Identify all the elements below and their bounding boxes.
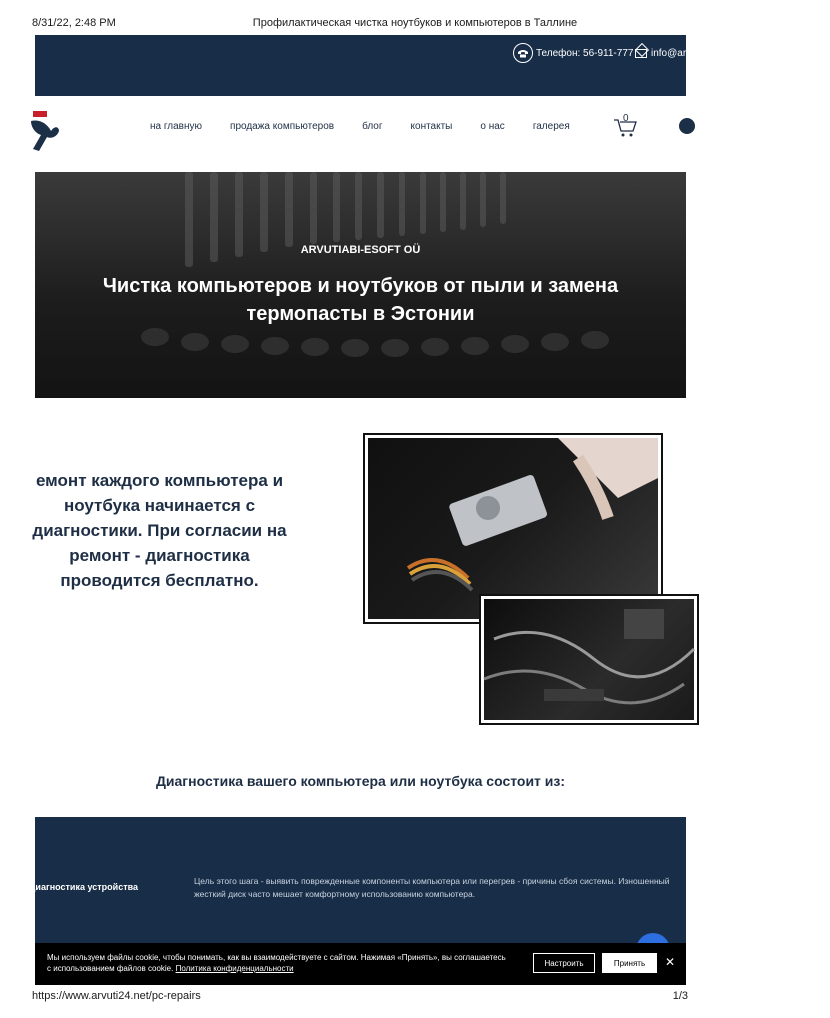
cookie-banner [35, 943, 686, 985]
hero-company-name: ARVUTIABI-ESOFT OÜ [300, 244, 421, 256]
phone-icon [513, 43, 533, 63]
main-navbar [35, 96, 686, 172]
email-label: info@arv [651, 48, 692, 59]
print-footer [0, 988, 720, 1008]
nav-item-computer-sales[interactable]: продажа компьютеров [230, 121, 335, 132]
cookie-accept-button[interactable]: Принять [602, 953, 657, 973]
diagnostics-heading: Диагностика вашего компьютера или ноутбука состоит из: [155, 773, 566, 789]
privacy-policy-link[interactable]: Политика конфиденциальности [175, 964, 294, 973]
nav-item-contacts[interactable]: контакты [410, 121, 453, 132]
nav-menu [150, 121, 598, 132]
nav-item-home[interactable]: на главную [150, 121, 203, 132]
mail-icon [635, 49, 647, 58]
cookie-settings-button[interactable]: Настроить [533, 953, 595, 973]
email-contact[interactable] [635, 48, 691, 59]
nav-item-gallery[interactable]: галерея [532, 121, 570, 132]
print-page-number: 1/3 [672, 990, 688, 1002]
cart-button[interactable] [613, 114, 639, 140]
nav-item-blog[interactable]: блог [362, 121, 383, 132]
phone-label: Телефон: 56-911-777 [536, 47, 634, 59]
phone-contact[interactable] [513, 43, 633, 63]
cart-count: 0 [623, 113, 629, 124]
intro-text: емонт каждого компьютера и ноутбука начинается с диагностики. При согласии на ремонт - диагностика проводится бесплатно. [32, 471, 287, 590]
photo-motherboard [479, 594, 699, 725]
print-datetime: 8/31/22, 2:48 PM [32, 17, 116, 29]
cookie-message: Мы используем файлы cookie, чтобы понимать, как вы взаимодействуете с сайтом. Нажимая «Принять», вы соглашаетесь с использованием файлов cookie. [47, 953, 506, 973]
nav-item-about[interactable]: о нас [480, 121, 505, 132]
site-logo[interactable] [29, 101, 61, 157]
web-page [29, 35, 692, 985]
print-url: https://www.arvuti24.net/pc-repairs [32, 990, 201, 1002]
account-avatar[interactable] [679, 118, 695, 134]
hero-title: Чистка компьютеров и ноутбуков от пыли и замена термопасты в Эстонии [102, 275, 619, 325]
cookie-text-block [47, 952, 507, 974]
print-header [0, 0, 720, 34]
contact-bar [35, 35, 692, 96]
hero-banner [35, 172, 686, 398]
print-doc-title: Профилактическая чистка ноутбуков и компьютеров в Таллине [252, 17, 578, 29]
diagnostics-step-label: Диагностика устройства [29, 882, 139, 892]
close-icon[interactable]: ✕ [665, 955, 676, 969]
diagnostics-step-text: Цель этого шага - выявить поврежденные компоненты компьютера или перегрев - причины сбоя системы. Изношенный жесткий диск часто мешает комфортному использованию компьютера. [194, 876, 670, 899]
